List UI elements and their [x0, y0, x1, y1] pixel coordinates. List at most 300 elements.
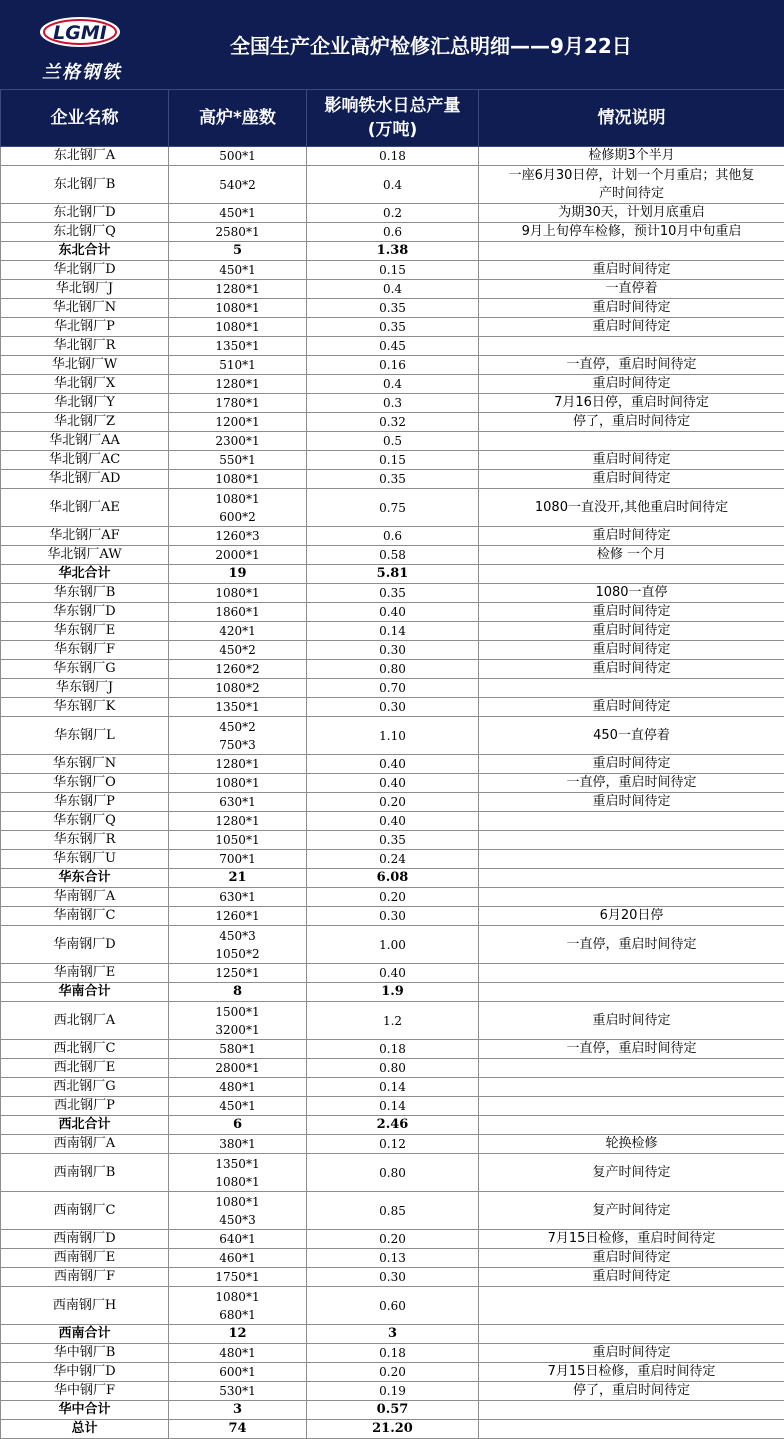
company-name-cell: 华中钢厂F — [1, 1382, 169, 1401]
table-row — [1, 660, 784, 679]
table-row — [1, 546, 784, 565]
company-logo — [6, 6, 124, 86]
company-name-cell: 华北钢厂Y — [1, 394, 169, 413]
note-cell: 重启时间待定 — [479, 318, 784, 337]
table-row — [1, 147, 784, 166]
furnace-cell: 1080*1 600*2 — [169, 489, 307, 527]
company-name-cell: 华北钢厂D — [1, 261, 169, 280]
table-row — [1, 926, 784, 964]
output-cell: 0.24 — [307, 850, 479, 869]
output-cell: 0.80 — [307, 1154, 479, 1192]
note-cell: 停了，重启时间待定 — [479, 1382, 784, 1401]
company-name-cell: 西南钢厂A — [1, 1135, 169, 1154]
output-cell: 0.75 — [307, 489, 479, 527]
note-cell: 检修 一个月 — [479, 546, 784, 565]
furnace-cell: 450*1 — [169, 261, 307, 280]
output-cell: 0.6 — [307, 527, 479, 546]
table-row — [1, 489, 784, 527]
company-name-cell: 西北钢厂C — [1, 1040, 169, 1059]
subtotal-row — [1, 242, 784, 261]
output-cell: 0.60 — [307, 1287, 479, 1325]
table-row — [1, 375, 784, 394]
output-cell: 0.30 — [307, 698, 479, 717]
furnace-cell: 1280*1 — [169, 280, 307, 299]
note-cell — [479, 565, 784, 584]
furnace-cell: 630*1 — [169, 888, 307, 907]
company-name-cell: 华东钢厂O — [1, 774, 169, 793]
table-row — [1, 1078, 784, 1097]
output-cell: 1.2 — [307, 1002, 479, 1040]
furnace-cell: 1350*1 — [169, 337, 307, 356]
output-cell: 0.20 — [307, 1363, 479, 1382]
output-cell: 0.40 — [307, 812, 479, 831]
note-cell — [479, 888, 784, 907]
note-cell — [479, 242, 784, 261]
furnace-cell: 1350*1 — [169, 698, 307, 717]
table-row — [1, 299, 784, 318]
furnace-cell: 1080*1 — [169, 584, 307, 603]
company-name-cell: 华南钢厂A — [1, 888, 169, 907]
furnace-cell: 12 — [169, 1325, 307, 1344]
furnace-cell: 1280*1 — [169, 812, 307, 831]
company-name-cell: 西北钢厂E — [1, 1059, 169, 1078]
company-name-cell: 东北合计 — [1, 242, 169, 261]
output-cell: 0.16 — [307, 356, 479, 375]
furnace-cell: 1080*1 680*1 — [169, 1287, 307, 1325]
note-cell — [479, 679, 784, 698]
table-row — [1, 812, 784, 831]
table-row — [1, 1344, 784, 1363]
table-row — [1, 1230, 784, 1249]
output-cell: 0.20 — [307, 793, 479, 812]
output-cell: 5.81 — [307, 565, 479, 584]
table-row — [1, 527, 784, 546]
company-name-cell: 东北钢厂B — [1, 166, 169, 204]
company-name-cell: 华东钢厂B — [1, 584, 169, 603]
output-cell: 1.00 — [307, 926, 479, 964]
output-cell: 0.6 — [307, 223, 479, 242]
company-name-cell: 西南合计 — [1, 1325, 169, 1344]
table-row — [1, 603, 784, 622]
output-cell: 0.3 — [307, 394, 479, 413]
company-name-cell: 西北钢厂P — [1, 1097, 169, 1116]
table-row — [1, 451, 784, 470]
note-cell: 重启时间待定 — [479, 470, 784, 489]
company-name-cell: 华东钢厂U — [1, 850, 169, 869]
company-name-cell: 华南钢厂E — [1, 964, 169, 983]
table-row — [1, 774, 784, 793]
company-name-cell: 西南钢厂H — [1, 1287, 169, 1325]
company-name-cell: 西南钢厂D — [1, 1230, 169, 1249]
furnace-cell: 1080*1 450*3 — [169, 1192, 307, 1230]
table-row — [1, 717, 784, 755]
table-row — [1, 1040, 784, 1059]
company-name-cell: 华北钢厂P — [1, 318, 169, 337]
company-name-cell: 华北钢厂X — [1, 375, 169, 394]
table-body — [1, 147, 784, 1439]
column-header-note: 情况说明 — [479, 90, 784, 147]
company-name-cell: 华东钢厂R — [1, 831, 169, 850]
table-row — [1, 432, 784, 451]
table-row — [1, 1268, 784, 1287]
output-cell: 3 — [307, 1325, 479, 1344]
furnace-cell: 420*1 — [169, 622, 307, 641]
company-name-cell: 华南合计 — [1, 983, 169, 1002]
note-cell: 轮换检修 — [479, 1135, 784, 1154]
company-name-cell: 华南钢厂D — [1, 926, 169, 964]
output-cell: 0.30 — [307, 641, 479, 660]
company-name-cell: 华北钢厂AW — [1, 546, 169, 565]
furnace-cell: 1280*1 — [169, 375, 307, 394]
note-cell: 重启时间待定 — [479, 1268, 784, 1287]
table-row — [1, 755, 784, 774]
company-name-cell: 华东钢厂L — [1, 717, 169, 755]
furnace-cell: 1500*1 3200*1 — [169, 1002, 307, 1040]
output-cell: 0.14 — [307, 622, 479, 641]
furnace-cell: 2300*1 — [169, 432, 307, 451]
note-cell — [479, 964, 784, 983]
furnace-cell: 510*1 — [169, 356, 307, 375]
table-row — [1, 622, 784, 641]
company-name-cell: 华北钢厂AE — [1, 489, 169, 527]
output-cell: 0.15 — [307, 261, 479, 280]
furnace-cell: 1080*2 — [169, 679, 307, 698]
output-cell: 0.15 — [307, 451, 479, 470]
logo-text: 兰格钢铁 — [42, 58, 122, 84]
output-cell: 0.14 — [307, 1078, 479, 1097]
table-row — [1, 1135, 784, 1154]
furnace-cell: 450*1 — [169, 1097, 307, 1116]
note-cell: 重启时间待定 — [479, 299, 784, 318]
company-name-cell: 华东钢厂F — [1, 641, 169, 660]
company-name-cell: 华中合计 — [1, 1401, 169, 1420]
note-cell — [479, 432, 784, 451]
note-cell: 7月15日检修，重启时间待定 — [479, 1230, 784, 1249]
column-header-output-text: 影响铁水日总产量 (万吨) — [307, 94, 478, 142]
company-name-cell: 华北钢厂Z — [1, 413, 169, 432]
table-row — [1, 1192, 784, 1230]
subtotal-row — [1, 1401, 784, 1420]
furnace-cell: 1080*1 — [169, 318, 307, 337]
note-cell: 450一直停着 — [479, 717, 784, 755]
table-row — [1, 337, 784, 356]
table-row — [1, 888, 784, 907]
furnace-cell: 1860*1 — [169, 603, 307, 622]
output-cell: 0.57 — [307, 1401, 479, 1420]
company-name-cell: 华东钢厂E — [1, 622, 169, 641]
table-row — [1, 850, 784, 869]
output-cell: 0.58 — [307, 546, 479, 565]
output-cell: 0.35 — [307, 584, 479, 603]
furnace-cell: 21 — [169, 869, 307, 888]
note-cell: 一直停，重启时间待定 — [479, 774, 784, 793]
furnace-cell: 2580*1 — [169, 223, 307, 242]
output-cell: 0.32 — [307, 413, 479, 432]
company-name-cell: 东北钢厂Q — [1, 223, 169, 242]
output-cell: 0.2 — [307, 204, 479, 223]
column-header-output — [307, 90, 479, 147]
note-cell: 7月15日检修，重启时间待定 — [479, 1363, 784, 1382]
company-name-cell: 华北钢厂AC — [1, 451, 169, 470]
table-row — [1, 318, 784, 337]
furnace-cell: 1780*1 — [169, 394, 307, 413]
company-name-cell: 华东钢厂J — [1, 679, 169, 698]
output-cell: 0.12 — [307, 1135, 479, 1154]
table-row — [1, 641, 784, 660]
company-name-cell: 华北钢厂W — [1, 356, 169, 375]
table-row — [1, 1154, 784, 1192]
note-cell — [479, 337, 784, 356]
note-cell: 重启时间待定 — [479, 622, 784, 641]
table-row — [1, 831, 784, 850]
note-cell: 9月上旬停车检修，预计10月中旬重启 — [479, 223, 784, 242]
furnace-cell: 550*1 — [169, 451, 307, 470]
table-row — [1, 1363, 784, 1382]
furnace-cell: 1260*3 — [169, 527, 307, 546]
furnace-cell: 380*1 — [169, 1135, 307, 1154]
furnace-cell: 450*2 — [169, 641, 307, 660]
output-cell: 0.18 — [307, 147, 479, 166]
note-cell: 重启时间待定 — [479, 527, 784, 546]
furnace-cell: 1260*2 — [169, 660, 307, 679]
company-name-cell: 华东钢厂D — [1, 603, 169, 622]
furnace-cell: 450*3 1050*2 — [169, 926, 307, 964]
table-row — [1, 679, 784, 698]
table-row — [1, 413, 784, 432]
note-cell: 一直停，重启时间待定 — [479, 356, 784, 375]
output-cell: 0.20 — [307, 888, 479, 907]
table-row — [1, 166, 784, 204]
note-cell: 复产时间待定 — [479, 1154, 784, 1192]
furnace-cell: 450*1 — [169, 204, 307, 223]
company-name-cell: 华北钢厂J — [1, 280, 169, 299]
furnace-cell: 1280*1 — [169, 755, 307, 774]
furnace-cell: 630*1 — [169, 793, 307, 812]
company-name-cell: 东北钢厂A — [1, 147, 169, 166]
output-cell: 0.4 — [307, 375, 479, 394]
output-cell: 0.70 — [307, 679, 479, 698]
furnace-cell: 1080*1 — [169, 299, 307, 318]
note-cell — [479, 1078, 784, 1097]
table-row — [1, 793, 784, 812]
note-cell — [479, 1097, 784, 1116]
subtotal-row — [1, 983, 784, 1002]
furnace-cell: 480*1 — [169, 1344, 307, 1363]
company-name-cell: 华北钢厂AF — [1, 527, 169, 546]
table-row — [1, 223, 784, 242]
note-cell — [479, 1420, 784, 1439]
furnace-cell: 1350*1 1080*1 — [169, 1154, 307, 1192]
table-row — [1, 280, 784, 299]
furnace-cell: 530*1 — [169, 1382, 307, 1401]
note-cell: 重启时间待定 — [479, 261, 784, 280]
output-cell: 0.40 — [307, 603, 479, 622]
note-cell: 重启时间待定 — [479, 375, 784, 394]
output-cell: 0.35 — [307, 318, 479, 337]
output-cell: 1.10 — [307, 717, 479, 755]
company-name-cell: 西北合计 — [1, 1116, 169, 1135]
note-cell — [479, 1287, 784, 1325]
output-cell: 0.20 — [307, 1230, 479, 1249]
furnace-cell: 6 — [169, 1116, 307, 1135]
company-name-cell: 华北合计 — [1, 565, 169, 584]
table-row — [1, 1382, 784, 1401]
note-cell: 重启时间待定 — [479, 641, 784, 660]
table-row — [1, 356, 784, 375]
output-cell: 0.40 — [307, 774, 479, 793]
table-row — [1, 907, 784, 926]
table-row — [1, 394, 784, 413]
note-cell: 重启时间待定 — [479, 451, 784, 470]
note-cell — [479, 1401, 784, 1420]
furnace-cell: 1260*1 — [169, 907, 307, 926]
note-cell — [479, 850, 784, 869]
company-name-cell: 华南钢厂C — [1, 907, 169, 926]
grand-total-row — [1, 1420, 784, 1439]
furnace-cell: 480*1 — [169, 1078, 307, 1097]
table-row — [1, 584, 784, 603]
note-cell — [479, 869, 784, 888]
output-cell: 0.40 — [307, 755, 479, 774]
output-cell: 0.30 — [307, 907, 479, 926]
furnace-cell: 3 — [169, 1401, 307, 1420]
company-name-cell: 华东钢厂N — [1, 755, 169, 774]
note-cell — [479, 1059, 784, 1078]
company-name-cell: 华中钢厂B — [1, 1344, 169, 1363]
company-name-cell: 华东合计 — [1, 869, 169, 888]
output-cell: 0.40 — [307, 964, 479, 983]
company-name-cell: 华北钢厂AA — [1, 432, 169, 451]
furnace-cell: 1200*1 — [169, 413, 307, 432]
furnace-cell: 8 — [169, 983, 307, 1002]
table-row — [1, 1287, 784, 1325]
note-cell — [479, 812, 784, 831]
output-cell: 0.4 — [307, 166, 479, 204]
subtotal-row — [1, 1325, 784, 1344]
company-name-cell: 西南钢厂C — [1, 1192, 169, 1230]
furnace-cell: 1250*1 — [169, 964, 307, 983]
note-cell: 检修期3个半月 — [479, 147, 784, 166]
note-cell: 重启时间待定 — [479, 1249, 784, 1268]
company-name-cell: 华东钢厂P — [1, 793, 169, 812]
furnace-cell: 450*2 750*3 — [169, 717, 307, 755]
note-cell: 重启时间待定 — [479, 755, 784, 774]
output-cell: 2.46 — [307, 1116, 479, 1135]
table-row — [1, 204, 784, 223]
furnace-cell: 460*1 — [169, 1249, 307, 1268]
furnace-cell: 19 — [169, 565, 307, 584]
company-name-cell: 华中钢厂D — [1, 1363, 169, 1382]
furnace-cell: 580*1 — [169, 1040, 307, 1059]
output-cell: 0.80 — [307, 660, 479, 679]
note-cell: 重启时间待定 — [479, 603, 784, 622]
output-cell: 0.19 — [307, 1382, 479, 1401]
output-cell: 0.85 — [307, 1192, 479, 1230]
company-name-cell: 西北钢厂A — [1, 1002, 169, 1040]
column-header-company: 企业名称 — [1, 90, 169, 147]
company-name-cell: 华北钢厂R — [1, 337, 169, 356]
furnace-cell: 1080*1 — [169, 774, 307, 793]
output-cell: 0.80 — [307, 1059, 479, 1078]
note-cell: 7月16日停，重启时间待定 — [479, 394, 784, 413]
note-cell — [479, 983, 784, 1002]
table-row — [1, 964, 784, 983]
note-cell: 6月20日停 — [479, 907, 784, 926]
output-cell: 0.14 — [307, 1097, 479, 1116]
company-name-cell: 华东钢厂G — [1, 660, 169, 679]
table-row — [1, 1059, 784, 1078]
note-cell: 为期30天，计划月底重启 — [479, 204, 784, 223]
note-cell: 一直停，重启时间待定 — [479, 1040, 784, 1059]
note-cell — [479, 1325, 784, 1344]
svg-text:LGMI: LGMI — [53, 22, 107, 44]
note-cell — [479, 831, 784, 850]
output-cell: 6.08 — [307, 869, 479, 888]
output-cell: 1.9 — [307, 983, 479, 1002]
output-cell: 0.45 — [307, 337, 479, 356]
company-name-cell: 总计 — [1, 1420, 169, 1439]
output-cell: 0.35 — [307, 831, 479, 850]
output-cell: 0.35 — [307, 299, 479, 318]
furnace-cell: 600*1 — [169, 1363, 307, 1382]
note-cell: 重启时间待定 — [479, 698, 784, 717]
table-row — [1, 1002, 784, 1040]
furnace-cell: 5 — [169, 242, 307, 261]
subtotal-row — [1, 869, 784, 888]
note-cell: 重启时间待定 — [479, 1344, 784, 1363]
header-banner — [0, 0, 784, 89]
table-row — [1, 261, 784, 280]
company-name-cell: 西南钢厂E — [1, 1249, 169, 1268]
furnace-cell: 1750*1 — [169, 1268, 307, 1287]
company-name-cell: 华东钢厂Q — [1, 812, 169, 831]
note-cell: 1080一直停 — [479, 584, 784, 603]
column-header-furnace: 高炉*座数 — [169, 90, 307, 147]
subtotal-row — [1, 565, 784, 584]
company-name-cell: 华北钢厂AD — [1, 470, 169, 489]
company-name-cell: 华北钢厂N — [1, 299, 169, 318]
furnace-cell: 640*1 — [169, 1230, 307, 1249]
furnace-cell: 1050*1 — [169, 831, 307, 850]
logo-mark-icon — [38, 15, 122, 49]
table-row — [1, 470, 784, 489]
output-cell: 0.5 — [307, 432, 479, 451]
note-cell: 重启时间待定 — [479, 793, 784, 812]
output-cell: 0.30 — [307, 1268, 479, 1287]
furnace-cell: 74 — [169, 1420, 307, 1439]
furnace-cell: 1080*1 — [169, 470, 307, 489]
furnace-cell: 2800*1 — [169, 1059, 307, 1078]
note-cell: 一直停，重启时间待定 — [479, 926, 784, 964]
output-cell: 0.4 — [307, 280, 479, 299]
company-name-cell: 西南钢厂B — [1, 1154, 169, 1192]
note-cell — [479, 1116, 784, 1135]
note-cell: 复产时间待定 — [479, 1192, 784, 1230]
table-header-row — [1, 90, 784, 147]
note-cell: 一直停着 — [479, 280, 784, 299]
maintenance-table — [0, 89, 784, 1439]
note-cell: 一座6月30日停，计划一个月重启；其他复 产时间待定 — [479, 166, 784, 204]
company-name-cell: 西南钢厂F — [1, 1268, 169, 1287]
output-cell: 0.35 — [307, 470, 479, 489]
furnace-cell: 2000*1 — [169, 546, 307, 565]
output-cell: 0.13 — [307, 1249, 479, 1268]
company-name-cell: 东北钢厂D — [1, 204, 169, 223]
note-cell: 重启时间待定 — [479, 1002, 784, 1040]
note-cell: 停了，重启时间待定 — [479, 413, 784, 432]
output-cell: 21.20 — [307, 1420, 479, 1439]
output-cell: 0.18 — [307, 1040, 479, 1059]
